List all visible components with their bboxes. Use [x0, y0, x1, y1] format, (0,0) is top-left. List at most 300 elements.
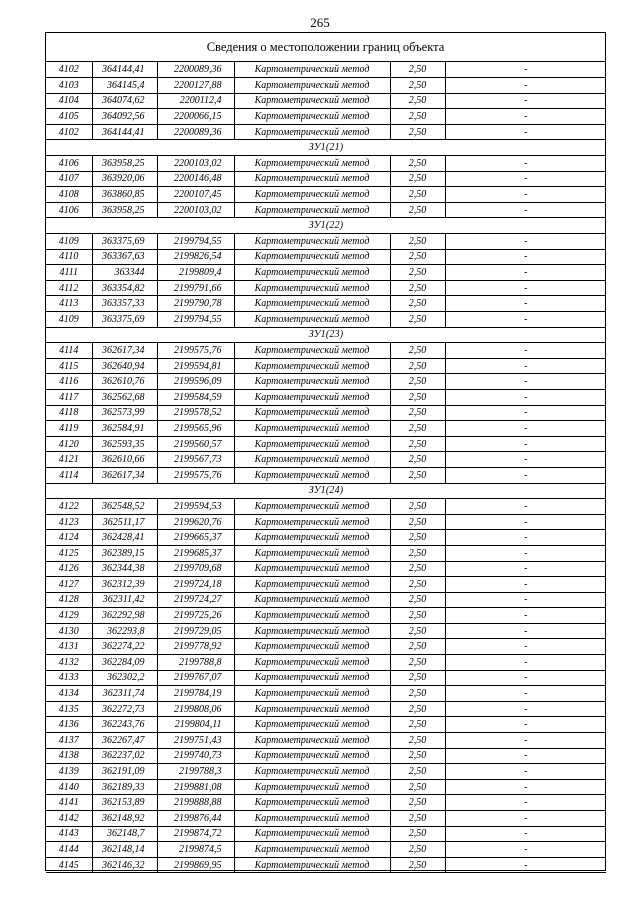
y-coordinate-cell: 2199724,18: [157, 577, 234, 593]
x-coordinate-cell: 362593,35: [92, 436, 157, 452]
accuracy-cell: 2,50: [390, 374, 445, 390]
x-coordinate-cell: 362148,7: [92, 826, 157, 842]
description-cell: -: [445, 795, 606, 811]
y-coordinate-cell: 2199791,66: [157, 280, 234, 296]
method-cell: Картометрический метод: [234, 670, 390, 686]
method-cell: Картометрический метод: [234, 623, 390, 639]
description-cell: -: [445, 436, 606, 452]
table-row: [46, 62, 606, 78]
method-cell: Картометрический метод: [234, 639, 390, 655]
method-cell: Картометрический метод: [234, 561, 390, 577]
method-cell: Картометрический метод: [234, 280, 390, 296]
accuracy-cell: 2,50: [390, 265, 445, 281]
table-row: [46, 514, 606, 530]
table-row: [46, 156, 606, 172]
accuracy-cell: 2,50: [390, 405, 445, 421]
description-cell: -: [445, 296, 606, 312]
table-heading: Сведения о местоположении границ объекта: [46, 33, 605, 62]
x-coordinate-cell: 362428,41: [92, 530, 157, 546]
point-number-cell: 4144: [46, 842, 92, 858]
accuracy-cell: 2,50: [390, 842, 445, 858]
y-coordinate-cell: 2199620,76: [157, 514, 234, 530]
accuracy-cell: 2,50: [390, 733, 445, 749]
description-cell: -: [445, 545, 606, 561]
y-coordinate-cell: 2199778,92: [157, 639, 234, 655]
description-cell: -: [445, 93, 606, 109]
description-cell: -: [445, 748, 606, 764]
y-coordinate-cell: 2199729,05: [157, 623, 234, 639]
y-coordinate-cell: 2199881,08: [157, 779, 234, 795]
table-row: [46, 623, 606, 639]
accuracy-cell: 2,50: [390, 592, 445, 608]
description-cell: -: [445, 717, 606, 733]
point-number-cell: 4138: [46, 748, 92, 764]
table-row: [46, 577, 606, 593]
y-coordinate-cell: 2199794,55: [157, 312, 234, 328]
coordinates-table: [46, 62, 606, 873]
description-cell: -: [445, 577, 606, 593]
method-cell: Картометрический метод: [234, 608, 390, 624]
point-number-cell: 4145: [46, 857, 92, 873]
x-coordinate-cell: 362146,32: [92, 857, 157, 873]
description-cell: -: [445, 857, 606, 873]
table-row: [46, 670, 606, 686]
x-coordinate-cell: 362548,52: [92, 499, 157, 515]
y-coordinate-cell: 2199594,81: [157, 358, 234, 374]
accuracy-cell: 2,50: [390, 577, 445, 593]
x-coordinate-cell: 362610,66: [92, 452, 157, 468]
description-cell: -: [445, 312, 606, 328]
description-cell: -: [445, 124, 606, 140]
accuracy-cell: 2,50: [390, 779, 445, 795]
x-coordinate-cell: 363354,82: [92, 280, 157, 296]
method-cell: Картометрический метод: [234, 389, 390, 405]
x-coordinate-cell: 362511,17: [92, 514, 157, 530]
table-row: [46, 358, 606, 374]
point-number-cell: 4137: [46, 733, 92, 749]
accuracy-cell: 2,50: [390, 187, 445, 203]
x-coordinate-cell: 362272,73: [92, 701, 157, 717]
table-row: [46, 499, 606, 515]
method-cell: Картометрический метод: [234, 748, 390, 764]
point-number-cell: 4114: [46, 467, 92, 483]
table-row: [46, 842, 606, 858]
section-label: ЗУ1(22): [46, 218, 606, 234]
method-cell: Картометрический метод: [234, 93, 390, 109]
description-cell: -: [445, 452, 606, 468]
x-coordinate-cell: 362617,34: [92, 343, 157, 359]
description-cell: -: [445, 234, 606, 250]
x-coordinate-cell: 364145,4: [92, 78, 157, 94]
y-coordinate-cell: 2199594,53: [157, 499, 234, 515]
accuracy-cell: 2,50: [390, 811, 445, 827]
x-coordinate-cell: 362293,8: [92, 623, 157, 639]
x-coordinate-cell: 363375,69: [92, 234, 157, 250]
method-cell: Картометрический метод: [234, 249, 390, 265]
point-number-cell: 4116: [46, 374, 92, 390]
method-cell: Картометрический метод: [234, 234, 390, 250]
description-cell: -: [445, 623, 606, 639]
boundary-table-frame: [45, 32, 606, 871]
table-row: [46, 421, 606, 437]
description-cell: -: [445, 530, 606, 546]
point-number-cell: 4104: [46, 93, 92, 109]
point-number-cell: 4105: [46, 109, 92, 125]
point-number-cell: 4107: [46, 171, 92, 187]
table-row: [46, 109, 606, 125]
x-coordinate-cell: 362389,15: [92, 545, 157, 561]
accuracy-cell: 2,50: [390, 764, 445, 780]
accuracy-cell: 2,50: [390, 109, 445, 125]
x-coordinate-cell: 362189,33: [92, 779, 157, 795]
method-cell: Картометрический метод: [234, 857, 390, 873]
description-cell: -: [445, 561, 606, 577]
description-cell: -: [445, 78, 606, 94]
table-row: [46, 733, 606, 749]
y-coordinate-cell: 2199784,19: [157, 686, 234, 702]
table-row: [46, 249, 606, 265]
accuracy-cell: 2,50: [390, 171, 445, 187]
x-coordinate-cell: 362562,68: [92, 389, 157, 405]
method-cell: Картометрический метод: [234, 842, 390, 858]
x-coordinate-cell: 362153,89: [92, 795, 157, 811]
x-coordinate-cell: 362610,76: [92, 374, 157, 390]
description-cell: -: [445, 156, 606, 172]
accuracy-cell: 2,50: [390, 389, 445, 405]
method-cell: Картометрический метод: [234, 811, 390, 827]
x-coordinate-cell: 362148,14: [92, 842, 157, 858]
accuracy-cell: 2,50: [390, 701, 445, 717]
accuracy-cell: 2,50: [390, 530, 445, 546]
point-number-cell: 4134: [46, 686, 92, 702]
table-row: [46, 280, 606, 296]
point-number-cell: 4129: [46, 608, 92, 624]
method-cell: Картометрический метод: [234, 467, 390, 483]
y-coordinate-cell: 2200103,02: [157, 202, 234, 218]
table-row: [46, 826, 606, 842]
point-number-cell: 4106: [46, 156, 92, 172]
accuracy-cell: 2,50: [390, 296, 445, 312]
table-row: [46, 857, 606, 873]
method-cell: Картометрический метод: [234, 530, 390, 546]
method-cell: Картометрический метод: [234, 124, 390, 140]
point-number-cell: 4121: [46, 452, 92, 468]
table-row: [46, 467, 606, 483]
x-coordinate-cell: 363357,33: [92, 296, 157, 312]
x-coordinate-cell: 363860,85: [92, 187, 157, 203]
point-number-cell: 4120: [46, 436, 92, 452]
y-coordinate-cell: 2199751,43: [157, 733, 234, 749]
point-number-cell: 4123: [46, 514, 92, 530]
y-coordinate-cell: 2199874,72: [157, 826, 234, 842]
description-cell: -: [445, 280, 606, 296]
table-row: [46, 592, 606, 608]
x-coordinate-cell: 363920,06: [92, 171, 157, 187]
accuracy-cell: 2,50: [390, 421, 445, 437]
accuracy-cell: 2,50: [390, 249, 445, 265]
x-coordinate-cell: 362243,76: [92, 717, 157, 733]
y-coordinate-cell: 2199790,78: [157, 296, 234, 312]
point-number-cell: 4131: [46, 639, 92, 655]
accuracy-cell: 2,50: [390, 499, 445, 515]
point-number-cell: 4136: [46, 717, 92, 733]
table-row: [46, 93, 606, 109]
y-coordinate-cell: 2199596,09: [157, 374, 234, 390]
accuracy-cell: 2,50: [390, 826, 445, 842]
description-cell: -: [445, 389, 606, 405]
table-row: [46, 779, 606, 795]
table-row: [46, 452, 606, 468]
table-row: [46, 701, 606, 717]
y-coordinate-cell: 2199808,06: [157, 701, 234, 717]
accuracy-cell: 2,50: [390, 78, 445, 94]
y-coordinate-cell: 2200146,48: [157, 171, 234, 187]
y-coordinate-cell: 2200089,36: [157, 124, 234, 140]
y-coordinate-cell: 2199724,27: [157, 592, 234, 608]
y-coordinate-cell: 2199665,37: [157, 530, 234, 546]
accuracy-cell: 2,50: [390, 655, 445, 671]
accuracy-cell: 2,50: [390, 312, 445, 328]
accuracy-cell: 2,50: [390, 639, 445, 655]
y-coordinate-cell: 2199584,59: [157, 389, 234, 405]
accuracy-cell: 2,50: [390, 686, 445, 702]
point-number-cell: 4133: [46, 670, 92, 686]
accuracy-cell: 2,50: [390, 717, 445, 733]
method-cell: Картометрический метод: [234, 358, 390, 374]
point-number-cell: 4102: [46, 124, 92, 140]
table-row: [46, 686, 606, 702]
point-number-cell: 4111: [46, 265, 92, 281]
method-cell: Картометрический метод: [234, 265, 390, 281]
accuracy-cell: 2,50: [390, 156, 445, 172]
x-coordinate-cell: 363367,63: [92, 249, 157, 265]
method-cell: Картометрический метод: [234, 545, 390, 561]
description-cell: -: [445, 343, 606, 359]
page-number: 265: [310, 15, 330, 30]
method-cell: Картометрический метод: [234, 655, 390, 671]
accuracy-cell: 2,50: [390, 795, 445, 811]
point-number-cell: 4126: [46, 561, 92, 577]
y-coordinate-cell: 2199788,3: [157, 764, 234, 780]
table-row: [46, 296, 606, 312]
x-coordinate-cell: 362267,47: [92, 733, 157, 749]
table-row: [46, 436, 606, 452]
y-coordinate-cell: 2200103,02: [157, 156, 234, 172]
description-cell: -: [445, 109, 606, 125]
x-coordinate-cell: 362584,91: [92, 421, 157, 437]
y-coordinate-cell: 2199809,4: [157, 265, 234, 281]
table-row: [46, 343, 606, 359]
point-number-cell: 4115: [46, 358, 92, 374]
x-coordinate-cell: 364074,62: [92, 93, 157, 109]
accuracy-cell: 2,50: [390, 124, 445, 140]
x-coordinate-cell: 363344: [92, 265, 157, 281]
description-cell: -: [445, 842, 606, 858]
point-number-cell: 4103: [46, 78, 92, 94]
y-coordinate-cell: 2199565,96: [157, 421, 234, 437]
table-row: [46, 202, 606, 218]
y-coordinate-cell: 2199575,76: [157, 467, 234, 483]
y-coordinate-cell: 2200107,45: [157, 187, 234, 203]
section-label: ЗУ1(24): [46, 483, 606, 499]
point-number-cell: 4114: [46, 343, 92, 359]
x-coordinate-cell: 362237,02: [92, 748, 157, 764]
method-cell: Картометрический метод: [234, 62, 390, 78]
point-number-cell: 4142: [46, 811, 92, 827]
description-cell: -: [445, 826, 606, 842]
description-cell: -: [445, 187, 606, 203]
description-cell: -: [445, 670, 606, 686]
coordinates-table-body: [46, 62, 606, 873]
description-cell: -: [445, 421, 606, 437]
x-coordinate-cell: 362284,09: [92, 655, 157, 671]
section-row: [46, 483, 606, 499]
method-cell: Картометрический метод: [234, 421, 390, 437]
method-cell: Картометрический метод: [234, 78, 390, 94]
accuracy-cell: 2,50: [390, 358, 445, 374]
point-number-cell: 4135: [46, 701, 92, 717]
method-cell: Картометрический метод: [234, 499, 390, 515]
point-number-cell: 4124: [46, 530, 92, 546]
point-number-cell: 4106: [46, 202, 92, 218]
y-coordinate-cell: 2199575,76: [157, 343, 234, 359]
description-cell: -: [445, 639, 606, 655]
point-number-cell: 4119: [46, 421, 92, 437]
method-cell: Картометрический метод: [234, 577, 390, 593]
point-number-cell: 4128: [46, 592, 92, 608]
description-cell: -: [445, 265, 606, 281]
y-coordinate-cell: 2199767,07: [157, 670, 234, 686]
y-coordinate-cell: 2199709,68: [157, 561, 234, 577]
description-cell: -: [445, 514, 606, 530]
accuracy-cell: 2,50: [390, 545, 445, 561]
y-coordinate-cell: 2200066,15: [157, 109, 234, 125]
description-cell: -: [445, 171, 606, 187]
table-row: [46, 811, 606, 827]
table-row: [46, 608, 606, 624]
x-coordinate-cell: 363958,25: [92, 202, 157, 218]
x-coordinate-cell: 362292,98: [92, 608, 157, 624]
table-row: [46, 545, 606, 561]
description-cell: -: [445, 358, 606, 374]
point-number-cell: 4143: [46, 826, 92, 842]
table-row: [46, 764, 606, 780]
method-cell: Картометрический метод: [234, 187, 390, 203]
method-cell: Картометрический метод: [234, 701, 390, 717]
method-cell: Картометрический метод: [234, 202, 390, 218]
point-number-cell: 4102: [46, 62, 92, 78]
method-cell: Картометрический метод: [234, 779, 390, 795]
y-coordinate-cell: 2200112,4: [157, 93, 234, 109]
y-coordinate-cell: 2199725,26: [157, 608, 234, 624]
y-coordinate-cell: 2199740,73: [157, 748, 234, 764]
method-cell: Картометрический метод: [234, 764, 390, 780]
accuracy-cell: 2,50: [390, 436, 445, 452]
table-row: [46, 530, 606, 546]
point-number-cell: 4113: [46, 296, 92, 312]
description-cell: -: [445, 608, 606, 624]
x-coordinate-cell: 364144,41: [92, 62, 157, 78]
x-coordinate-cell: 364092,56: [92, 109, 157, 125]
accuracy-cell: 2,50: [390, 623, 445, 639]
method-cell: Картометрический метод: [234, 826, 390, 842]
method-cell: Картометрический метод: [234, 296, 390, 312]
section-row: [46, 327, 606, 343]
point-number-cell: 4109: [46, 234, 92, 250]
description-cell: -: [445, 62, 606, 78]
section-row: [46, 140, 606, 156]
table-row: [46, 795, 606, 811]
y-coordinate-cell: 2199876,44: [157, 811, 234, 827]
point-number-cell: 4141: [46, 795, 92, 811]
y-coordinate-cell: 2199685,37: [157, 545, 234, 561]
x-coordinate-cell: 363375,69: [92, 312, 157, 328]
point-number-cell: 4109: [46, 312, 92, 328]
table-row: [46, 748, 606, 764]
accuracy-cell: 2,50: [390, 857, 445, 873]
method-cell: Картометрический метод: [234, 343, 390, 359]
method-cell: Картометрический метод: [234, 374, 390, 390]
table-row: [46, 717, 606, 733]
accuracy-cell: 2,50: [390, 467, 445, 483]
accuracy-cell: 2,50: [390, 202, 445, 218]
x-coordinate-cell: 362302,2: [92, 670, 157, 686]
method-cell: Картометрический метод: [234, 436, 390, 452]
accuracy-cell: 2,50: [390, 93, 445, 109]
description-cell: -: [445, 499, 606, 515]
point-number-cell: 4117: [46, 389, 92, 405]
method-cell: Картометрический метод: [234, 171, 390, 187]
description-cell: -: [445, 592, 606, 608]
method-cell: Картометрический метод: [234, 514, 390, 530]
point-number-cell: 4112: [46, 280, 92, 296]
y-coordinate-cell: 2200089,36: [157, 62, 234, 78]
point-number-cell: 4118: [46, 405, 92, 421]
method-cell: Картометрический метод: [234, 686, 390, 702]
y-coordinate-cell: 2200127,88: [157, 78, 234, 94]
section-label: ЗУ1(21): [46, 140, 606, 156]
table-row: [46, 265, 606, 281]
method-cell: Картометрический метод: [234, 452, 390, 468]
point-number-cell: 4122: [46, 499, 92, 515]
description-cell: -: [445, 249, 606, 265]
table-row: [46, 639, 606, 655]
y-coordinate-cell: 2199578,52: [157, 405, 234, 421]
table-row: [46, 124, 606, 140]
method-cell: Картометрический метод: [234, 312, 390, 328]
table-row: [46, 171, 606, 187]
y-coordinate-cell: 2199826,54: [157, 249, 234, 265]
table-row: [46, 405, 606, 421]
accuracy-cell: 2,50: [390, 608, 445, 624]
description-cell: -: [445, 202, 606, 218]
table-row: [46, 389, 606, 405]
table-row: [46, 78, 606, 94]
x-coordinate-cell: 362617,34: [92, 467, 157, 483]
x-coordinate-cell: 363958,25: [92, 156, 157, 172]
point-number-cell: 4125: [46, 545, 92, 561]
y-coordinate-cell: 2199567,73: [157, 452, 234, 468]
x-coordinate-cell: 362344,38: [92, 561, 157, 577]
accuracy-cell: 2,50: [390, 280, 445, 296]
x-coordinate-cell: 362148,92: [92, 811, 157, 827]
y-coordinate-cell: 2199560,57: [157, 436, 234, 452]
accuracy-cell: 2,50: [390, 62, 445, 78]
point-number-cell: 4139: [46, 764, 92, 780]
method-cell: Картометрический метод: [234, 717, 390, 733]
y-coordinate-cell: 2199804,11: [157, 717, 234, 733]
x-coordinate-cell: 362312,39: [92, 577, 157, 593]
